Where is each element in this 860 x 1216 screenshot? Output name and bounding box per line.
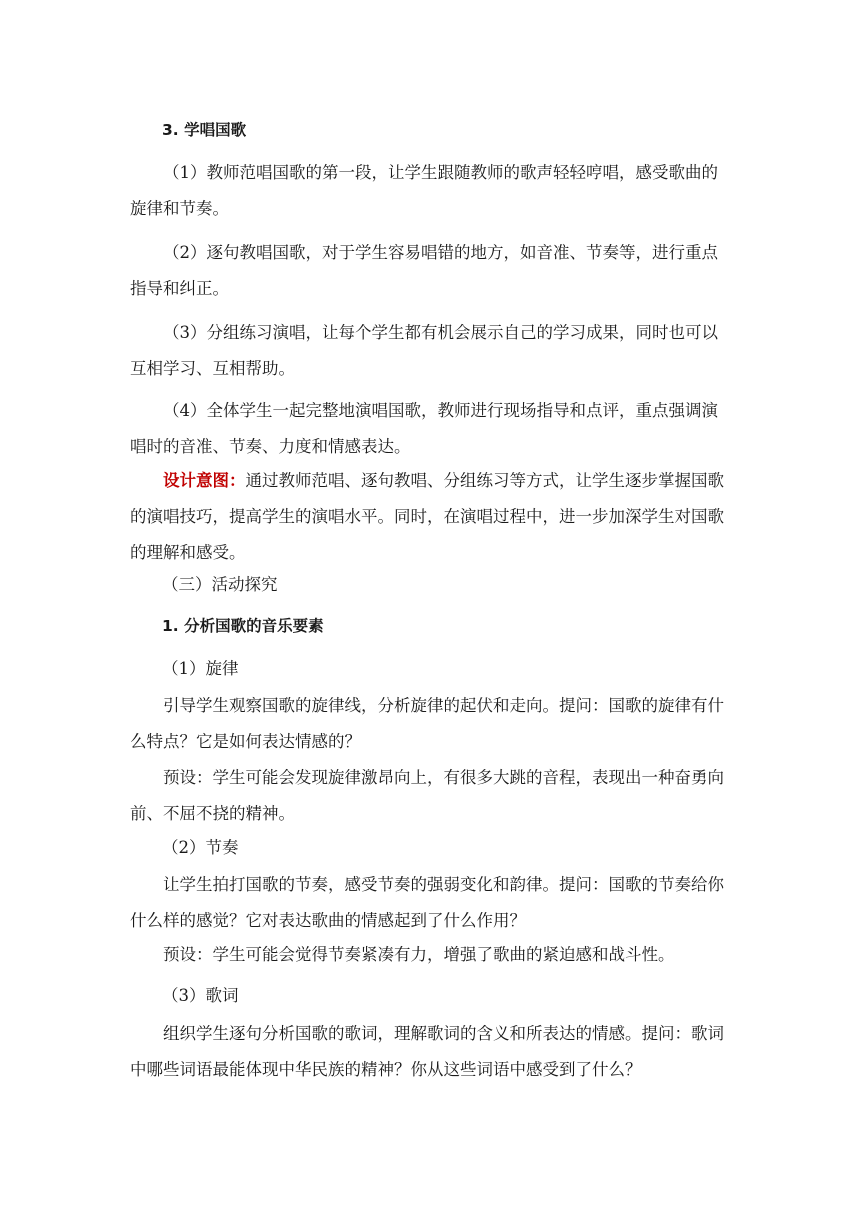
rhythm-guide-paragraph: 让学生拍打国歌的节奏，感受节奏的强弱变化和韵律。提问：国歌的节奏给你什么样的感觉？它对表达歌曲的情感起到了什么作用？ <box>130 875 724 930</box>
melody-preset-paragraph: 预设：学生可能会发现旋律激昂向上，有很多大跳的音程，表现出一种奋勇向前、不屈不挠的精神。 <box>130 768 724 823</box>
design-intent-text: 通过教师范唱、逐句教唱、分组练习等方式，让学生逐步掌握国歌的演唱技巧，提高学生的演唱水平。同时，在演唱过程中，进一步加深学生对国歌的理解和感受。 <box>130 471 724 562</box>
step-paragraph-1: （1）教师范唱国歌的第一段，让学生跟随教师的歌声轻轻哼唱，感受歌曲的旋律和节奏。 <box>130 163 718 218</box>
step-paragraph-4: （4）全体学生一起完整地演唱国歌，教师进行现场指导和点评，重点强调演唱时的音准、节奏、力度和情感表达。 <box>130 401 718 456</box>
melody-title: （1）旋律 <box>162 659 239 678</box>
lyrics-guide-paragraph: 组织学生逐句分析国歌的歌词，理解歌词的含义和所表达的情感。提问：歌词中哪些词语最能体现中华民族的精神？你从这些词语中感受到了什么？ <box>130 1024 724 1079</box>
design-intent-label: 设计意图： <box>163 471 246 490</box>
step-paragraph-2: （2）逐句教唱国歌，对于学生容易唱错的地方，如音准、节奏等，进行重点指导和纠正。 <box>130 243 718 298</box>
design-intent-paragraph <box>130 463 730 571</box>
section-heading-sing: 3. 学唱国歌 <box>162 121 247 139</box>
section-heading-analysis: 1. 分析国歌的音乐要素 <box>162 617 324 635</box>
step-paragraph-3: （3）分组练习演唱，让每个学生都有机会展示自己的学习成果，同时也可以互相学习、互相帮助。 <box>130 323 718 378</box>
melody-guide-paragraph: 引导学生观察国歌的旋律线，分析旋律的起伏和走向。提问：国歌的旋律有什么特点？它是如何表达情感的？ <box>130 696 724 751</box>
rhythm-preset-paragraph: 预设：学生可能会觉得节奏紧凑有力，增强了歌曲的紧迫感和战斗性。 <box>163 945 675 964</box>
part-three-title: （三）活动探究 <box>162 575 278 594</box>
lyrics-title: （3）歌词 <box>162 986 239 1005</box>
rhythm-title: （2）节奏 <box>162 838 239 857</box>
